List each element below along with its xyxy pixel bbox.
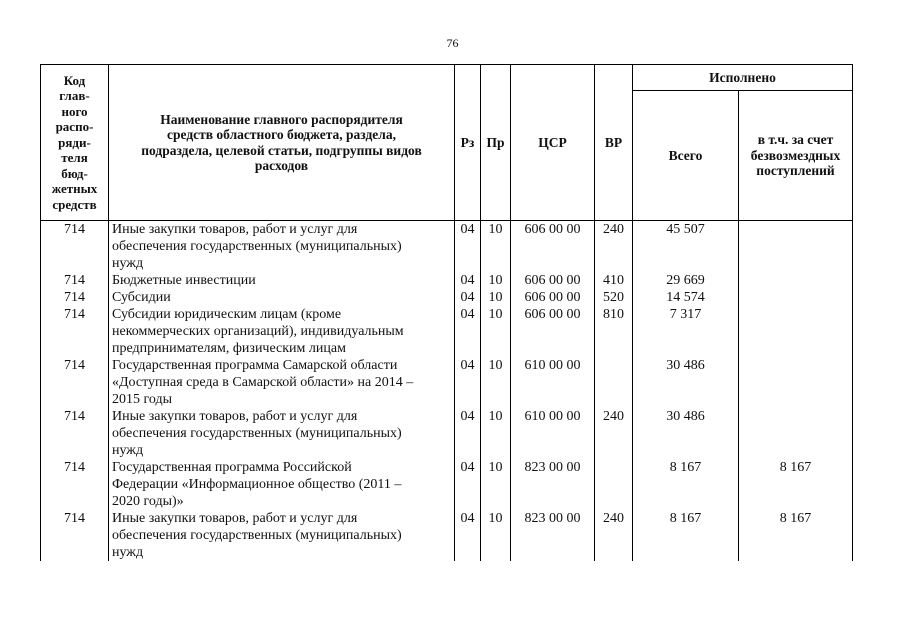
cell-free [739, 408, 853, 459]
header-code-line: Код [63, 72, 86, 88]
cell-pr: 10 [481, 459, 511, 510]
cell-name [109, 306, 455, 357]
cell-csr: 606 00 00 [511, 221, 595, 273]
header-free [739, 91, 853, 221]
cell-pr: 10 [481, 357, 511, 408]
cell-name-line: 2020 годы)» [112, 494, 184, 509]
cell-total: 30 486 [633, 357, 739, 408]
header-free-line: поступлений [756, 163, 835, 179]
cell-name [109, 272, 455, 289]
cell-name-line: обеспечения государственных (муниципальных) [112, 426, 402, 441]
header-total: Всего [633, 91, 739, 221]
cell-name-line: нужд [112, 443, 144, 458]
cell-pr: 10 [481, 408, 511, 459]
table-row [41, 357, 853, 408]
table-row [41, 510, 853, 561]
page-number: 76 [446, 36, 459, 50]
cell-name-line: Иные закупки товаров, работ и услуг для [112, 222, 358, 237]
cell-free [739, 221, 853, 273]
cell-csr: 823 00 00 [511, 459, 595, 510]
cell-vr: 240 [595, 408, 633, 459]
cell-csr: 606 00 00 [511, 272, 595, 289]
cell-rz: 04 [455, 272, 481, 289]
cell-free [739, 289, 853, 306]
cell-code: 714 [41, 408, 109, 459]
cell-vr: 240 [595, 221, 633, 273]
cell-pr: 10 [481, 221, 511, 273]
cell-name [109, 510, 455, 561]
header-name-line: средств областного бюджета, раздела, [167, 127, 396, 142]
cell-vr: 810 [595, 306, 633, 357]
cell-pr: 10 [481, 289, 511, 306]
cell-vr: 520 [595, 289, 633, 306]
cell-pr: 10 [481, 272, 511, 289]
cell-code: 714 [41, 510, 109, 561]
cell-name-line: Государственная программа Самарской области [112, 358, 398, 373]
cell-csr: 610 00 00 [511, 408, 595, 459]
cell-total: 14 574 [633, 289, 739, 306]
cell-name-line: нужд [112, 256, 144, 271]
cell-rz: 04 [455, 510, 481, 561]
cell-name-line: обеспечения государственных (муниципальных) [112, 528, 402, 543]
cell-total: 29 669 [633, 272, 739, 289]
cell-name [109, 221, 455, 273]
cell-name-line: Иные закупки товаров, работ и услуг для [112, 409, 358, 424]
cell-name-line: Федерации «Информационное общество (2011 – [112, 477, 402, 492]
cell-rz: 04 [455, 357, 481, 408]
header-code-line: распо- [55, 119, 94, 135]
cell-code: 714 [41, 306, 109, 357]
header-executed: Исполнено [633, 65, 853, 91]
cell-rz: 04 [455, 459, 481, 510]
table-row [41, 272, 853, 289]
cell-name [109, 357, 455, 408]
cell-name-line: Иные закупки товаров, работ и услуг для [112, 511, 358, 526]
cell-code: 714 [41, 221, 109, 273]
header-code-line: теля [61, 150, 88, 166]
cell-rz: 04 [455, 306, 481, 357]
cell-name-line: «Доступная среда в Самарской области» на 2014 – [112, 375, 414, 390]
header-csr: ЦСР [511, 65, 595, 221]
cell-pr: 10 [481, 306, 511, 357]
cell-total: 8 167 [633, 510, 739, 561]
header-code-line: ного [61, 103, 88, 119]
cell-vr: 240 [595, 510, 633, 561]
cell-code: 714 [41, 272, 109, 289]
cell-free: 8 167 [739, 510, 853, 561]
header-name-line: Наименование главного распорядителя [160, 111, 403, 127]
cell-free [739, 272, 853, 289]
header-code [41, 65, 109, 221]
cell-vr [595, 357, 633, 408]
table-body [41, 221, 853, 562]
header-rz: Рз [455, 65, 481, 221]
cell-total: 30 486 [633, 408, 739, 459]
cell-name-line: предпринимателям, физическим лицам [112, 341, 346, 356]
table-row [41, 289, 853, 306]
header-code-line: ряди- [58, 134, 91, 150]
cell-free [739, 357, 853, 408]
table-row [41, 306, 853, 357]
cell-csr: 610 00 00 [511, 357, 595, 408]
cell-name [109, 459, 455, 510]
header-name-line: подраздела, целевой статьи, подгруппы видов [141, 142, 422, 158]
header-free-line: в т.ч. за счет [757, 132, 834, 148]
cell-code: 714 [41, 459, 109, 510]
cell-csr: 606 00 00 [511, 306, 595, 357]
cell-rz: 04 [455, 221, 481, 273]
cell-name-line: Субсидии [112, 290, 171, 305]
table-row [41, 459, 853, 510]
cell-name-line: обеспечения государственных (муниципальных) [112, 239, 402, 254]
cell-name-line: Субсидии юридическим лицам (кроме [112, 307, 342, 322]
header-name-line: расходов [254, 158, 309, 173]
cell-name-line: 2015 годы [112, 392, 173, 407]
cell-name-line: некоммерческих организаций), индивидуальным [112, 324, 404, 339]
cell-total: 8 167 [633, 459, 739, 510]
cell-rz: 04 [455, 289, 481, 306]
cell-free [739, 306, 853, 357]
cell-vr [595, 459, 633, 510]
header-free-line: безвозмездных [750, 147, 841, 163]
header-code-line: глав- [59, 88, 90, 104]
table-row [41, 408, 853, 459]
cell-vr: 410 [595, 272, 633, 289]
cell-csr: 823 00 00 [511, 510, 595, 561]
header-code-line: бюд- [61, 165, 88, 181]
header-code-line: средств [52, 196, 97, 212]
cell-name [109, 289, 455, 306]
table-row [41, 221, 853, 273]
cell-rz: 04 [455, 408, 481, 459]
cell-total: 7 317 [633, 306, 739, 357]
header-vr: ВР [595, 65, 633, 221]
header-code-line: жетных [51, 181, 98, 197]
cell-code: 714 [41, 357, 109, 408]
header-pr: Пр [481, 65, 511, 221]
header-name [109, 65, 455, 221]
cell-name-line: нужд [112, 545, 144, 560]
cell-name-line: Бюджетные инвестиции [112, 273, 256, 288]
cell-pr: 10 [481, 510, 511, 561]
cell-code: 714 [41, 289, 109, 306]
cell-free: 8 167 [739, 459, 853, 510]
budget-table [40, 64, 853, 561]
cell-name [109, 408, 455, 459]
cell-name-line: Государственная программа Российской [112, 460, 352, 475]
cell-csr: 606 00 00 [511, 289, 595, 306]
cell-total: 45 507 [633, 221, 739, 273]
